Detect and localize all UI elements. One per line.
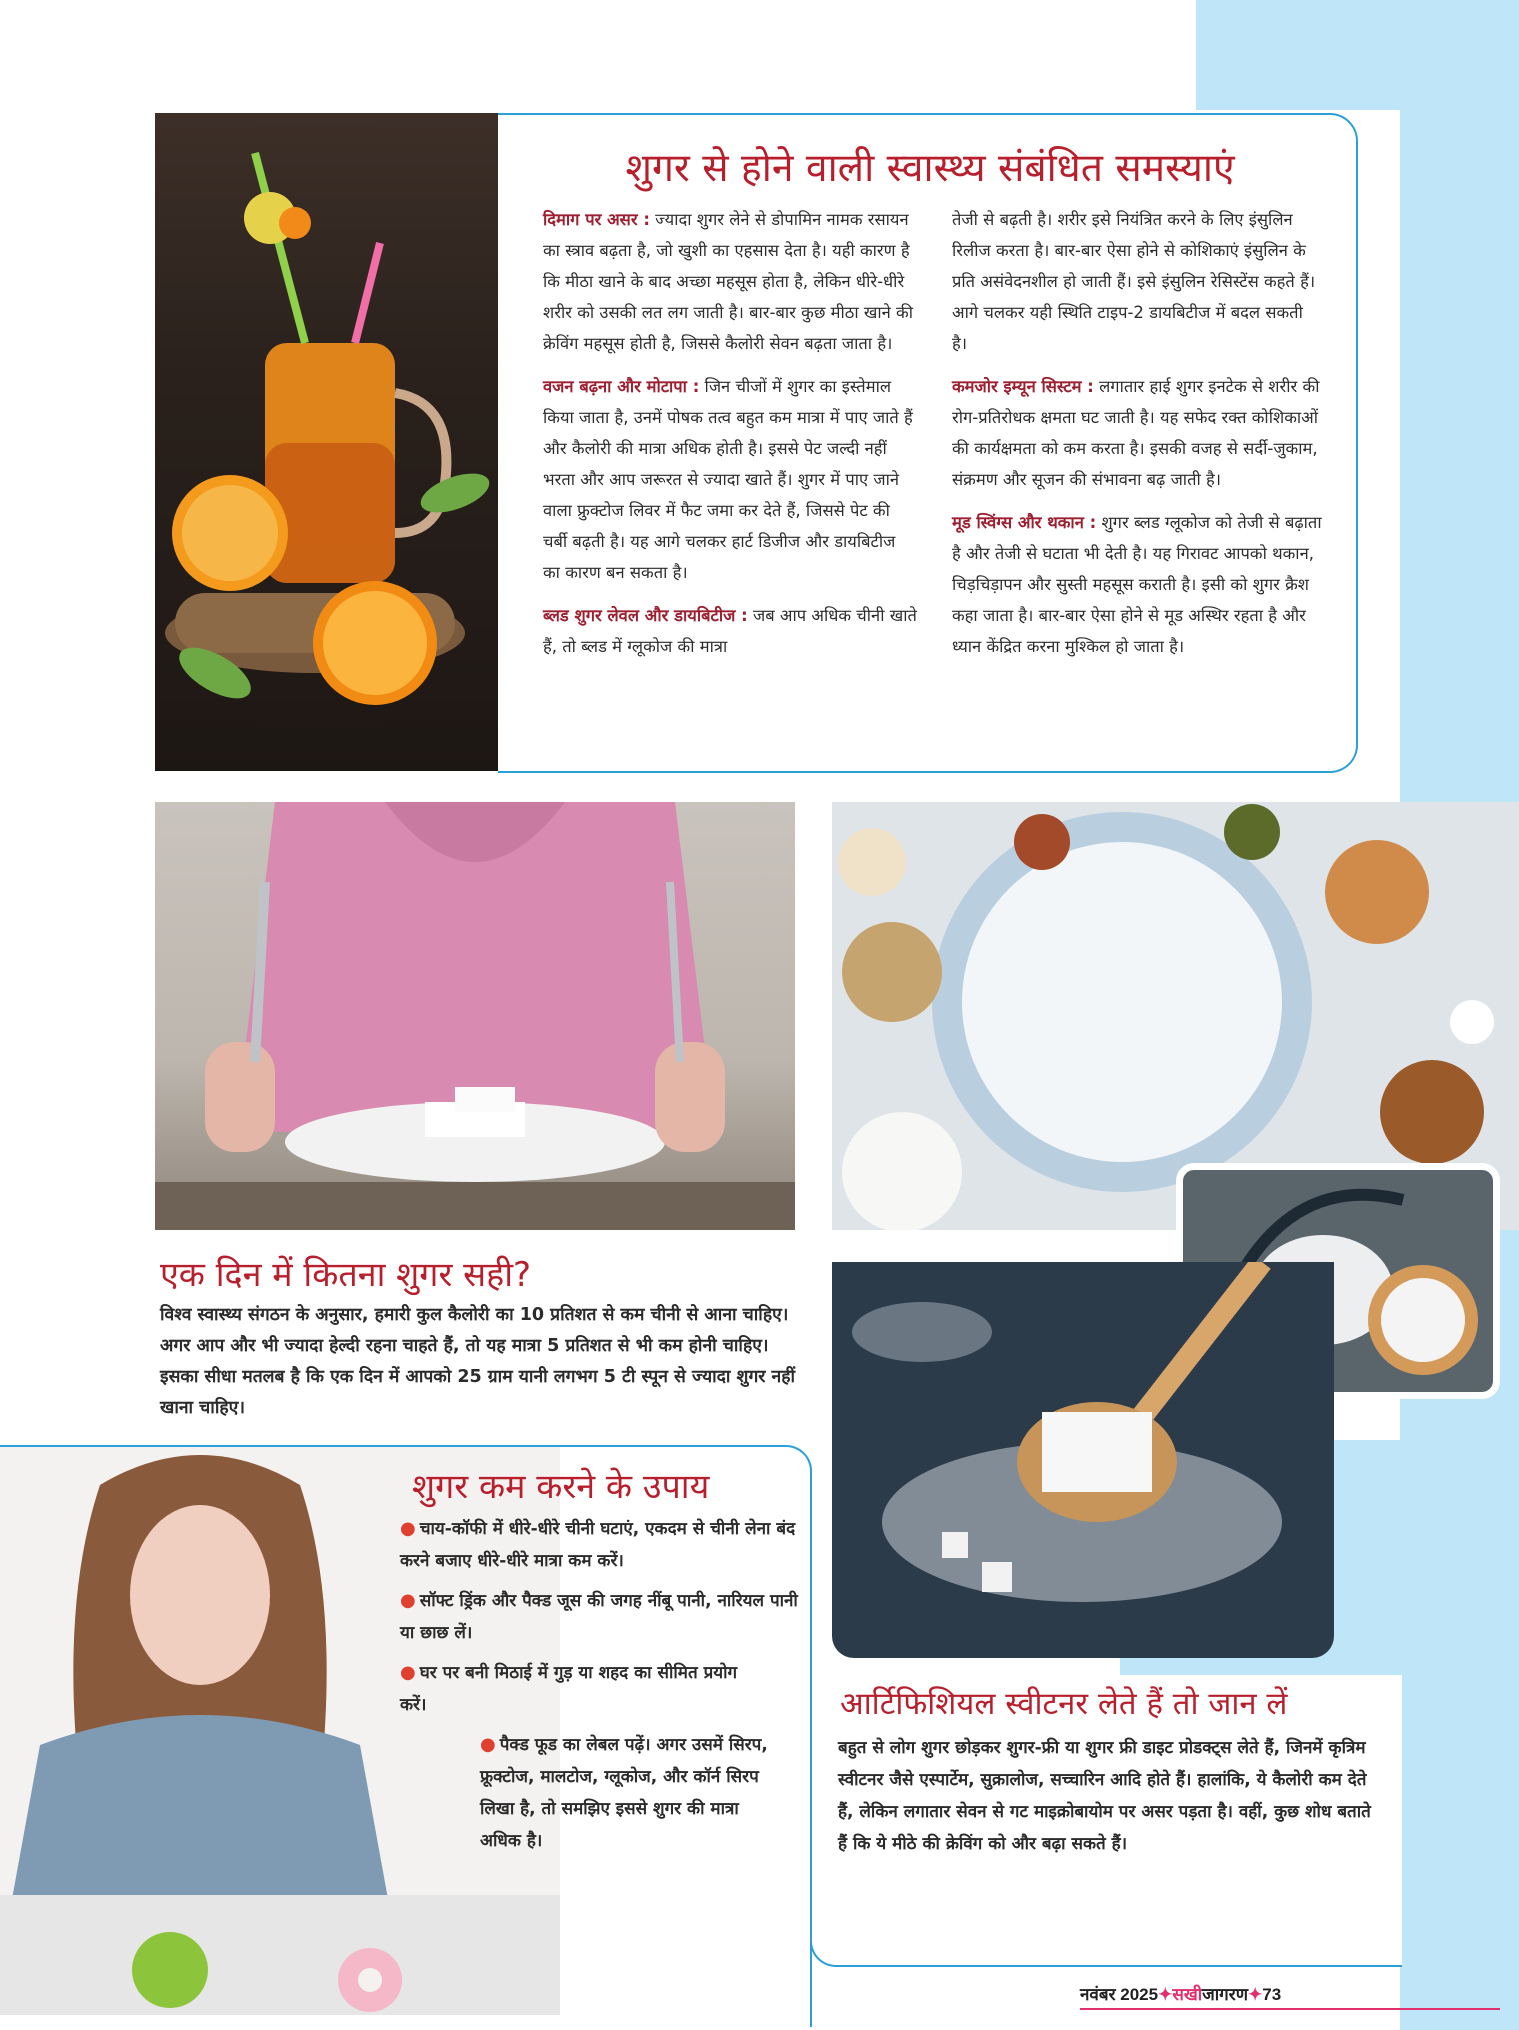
sub-immune: कमजोर इम्यून सिस्टम : [952, 377, 1094, 396]
star-icon: ✦ [1248, 1985, 1263, 2004]
bullet-icon: ● [400, 1590, 416, 1611]
para-blood-sugar [543, 600, 917, 662]
para-mood [952, 507, 1322, 662]
para-immune [952, 371, 1322, 495]
footer-brand-sakhi: सखी [1172, 1985, 1203, 2004]
text-immune: लगातार हाई शुगर इनटेक से शरीर की रोग-प्रतिरोधक क्षमता घट जाती है। यह सफेद रक्त कोशिकाओं की कार्यक्षमता को कम करता है। इसकी वजह से सर्दी-जुकाम, संक्रमण और सूजन की संभावना बढ़ जाती है। [952, 377, 1320, 489]
bullet-icon: ● [400, 1662, 416, 1683]
person-sugar-plate-photo [155, 802, 795, 1230]
para-weight [543, 371, 917, 588]
orange-juice-photo [155, 113, 515, 771]
star-icon: ✦ [1158, 1985, 1173, 2004]
bullet-icon: ● [400, 1518, 416, 1539]
footer-brand-jagran: जागरण [1202, 1985, 1248, 2004]
tips-list [400, 1513, 800, 1857]
page-footer [1080, 1982, 1500, 2008]
health-col-1 [543, 204, 917, 674]
tip-text: पैक्ड फूड का लेबल पढ़ें। अगर उसमें सिरप, फ्रूक्टोज, मालटोज, ग्लूकोज, और कॉर्न सिरप लिखा है, तो समझिए इससे शुगर की मात्रा अधिक है। [480, 1735, 768, 1851]
tips-title: शुगर कम करने के उपाय [412, 1467, 710, 1507]
text-mood: शुगर ब्लड ग्लूकोज को तेजी से बढ़ाता है और तेजी से घटाता भी देती है। यह गिरावट आपको थकान, चिड़चिड़ापन और सुस्ती महसूस कराती है। इसी को शुगर क्रैश कहा जाता है। बार-बार ऐसा होने से मूड अस्थिर रहता है और ध्यान केंद्रित करना मुश्किल हो जाता है। [952, 513, 1322, 656]
bullet-icon: ● [480, 1734, 496, 1755]
daily-sugar-text: विश्व स्वास्थ्य संगठन के अनुसार, हमारी कुल कैलोरी का 10 प्रतिशत से कम चीनी से आना चाहिए। अगर आप और भी ज्यादा हेल्दी रहना चाहते हैं, तो यह मात्रा 5 प्रतिशत से भी कम होनी चाहिए। इसका सीधा मतलब है कि एक दिन में आपको 25 ग्राम यानी लगभग 5 टी स्पून से ज्यादा शुगर नहीं खाना चाहिए। [160, 1305, 796, 1418]
health-problems-title: शुगर से होने वाली स्वास्थ्य संबंधित समस्याएं [625, 146, 1235, 191]
sub-blood-sugar: ब्लड शुगर लेवल और डायबिटीज : [543, 606, 748, 625]
daily-sugar-title: एक दिन में कितना शुगर सही? [160, 1255, 532, 1295]
text-blood-sugar: जब आप अधिक चीनी खाते हैं, तो ब्लड में ग्लूकोज की मात्रा [543, 606, 917, 656]
text-weight: जिन चीजों में शुगर का इस्तेमाल किया जाता है, उनमें पोषक तत्व बहुत कम मात्रा में पाए जाते हैं और कैलोरी की मात्रा अधिक होती है। इससे पेट जल्दी नहीं भरता और आप जरूरत से ज्यादा खाते हैं। शुगर में पाए जाने वाला फ्रुक्टोज लिवर में फैट जमा कर देते हैं, जिससे पेट की चर्बी बढ़ती है। यह आगे चलकर हार्ट डिजीज और डायबिटीज का कारण बन सकता है। [543, 377, 913, 582]
footer-date: नवंबर 2025 [1080, 1985, 1159, 2004]
tip-text: घर पर बनी मिठाई में गुड़ या शहद का सीमित प्रयोग करें। [400, 1663, 738, 1715]
para-brain [543, 204, 917, 359]
text-insulin: तेजी से बढ़ती है। शरीर इसे नियंत्रित करने के लिए इंसुलिन रिलीज करता है। बार-बार ऐसा होने से कोशिकाएं इंसुलिन के प्रति असंवेदनशील हो जाती हैं। इसे इंसुलिन रेसिस्टेंस कहते हैं। आगे चलकर यही स्थिति टाइप-2 डायबिटीज में बदल सकती है। [952, 210, 1316, 353]
bg-block-top-right [1196, 0, 1519, 110]
artificial-sweetener-text: बहुत से लोग शुगर छोड़कर शुगर-फ्री या शुगर फ्री डाइट प्रोडक्ट्स लेते हैं, जिनमें कृत्रिम स्वीटनर जैसे एस्पार्टेम, सुक्रालोज, सच्चारिन आदि होते हैं। हालांकि, ये कैलोरी कम देते हैं, लेकिन लगातार सेवन से गट माइक्रोबायोम पर असर पड़ता है। वहीं, कुछ शोध बताते हैं कि ये मीठे की क्रेविंग को और बढ़ा सकते हैं। [838, 1738, 1371, 1854]
tip-item [400, 1513, 800, 1577]
tip-text: चाय-कॉफी में धीरे-धीरे चीनी घटाएं, एकदम से चीनी लेना बंद करने बजाए धीरे-धीरे मात्रा कम करें। [400, 1519, 796, 1571]
footer-rule [1080, 2008, 1500, 2010]
tip-item [480, 1729, 780, 1857]
sugar-spoon-photo [832, 1262, 1334, 1658]
page-number: 73 [1262, 1985, 1282, 2004]
sub-weight: वजन बढ़ना और मोटापा : [543, 377, 700, 396]
text-brain: ज्यादा शुगर लेने से डोपामिन नामक रसायन का स्त्राव बढ़ता है, जो खुशी का एहसास देता है। यही कारण है कि मीठा खाने के बाद अच्छा महसूस होता है, लेकिन धीरे-धीरे शरीर को उसकी लत लग जाती है। बार-बार कुछ मीठा खाने की क्रेविंग महसूस होती है, जिससे कैलोरी सेवन बढ़ता जाता है। [543, 210, 914, 353]
sub-brain: दिमाग पर असर : [543, 210, 650, 229]
health-col-2 [952, 204, 1322, 674]
para-insulin [952, 204, 1322, 359]
sub-mood: मूड स्विंग्स और थकान : [952, 513, 1097, 532]
tip-text: सॉफ्ट ड्रिंक और पैक्ड जूस की जगह नींबू पानी, नारियल पानी या छाछ लें। [400, 1591, 798, 1643]
artificial-sweetener-title: आर्टिफिशियल स्वीटनर लेते हैं तो जान लें [840, 1686, 1288, 1722]
tip-item [400, 1657, 760, 1721]
tip-item [400, 1585, 800, 1649]
